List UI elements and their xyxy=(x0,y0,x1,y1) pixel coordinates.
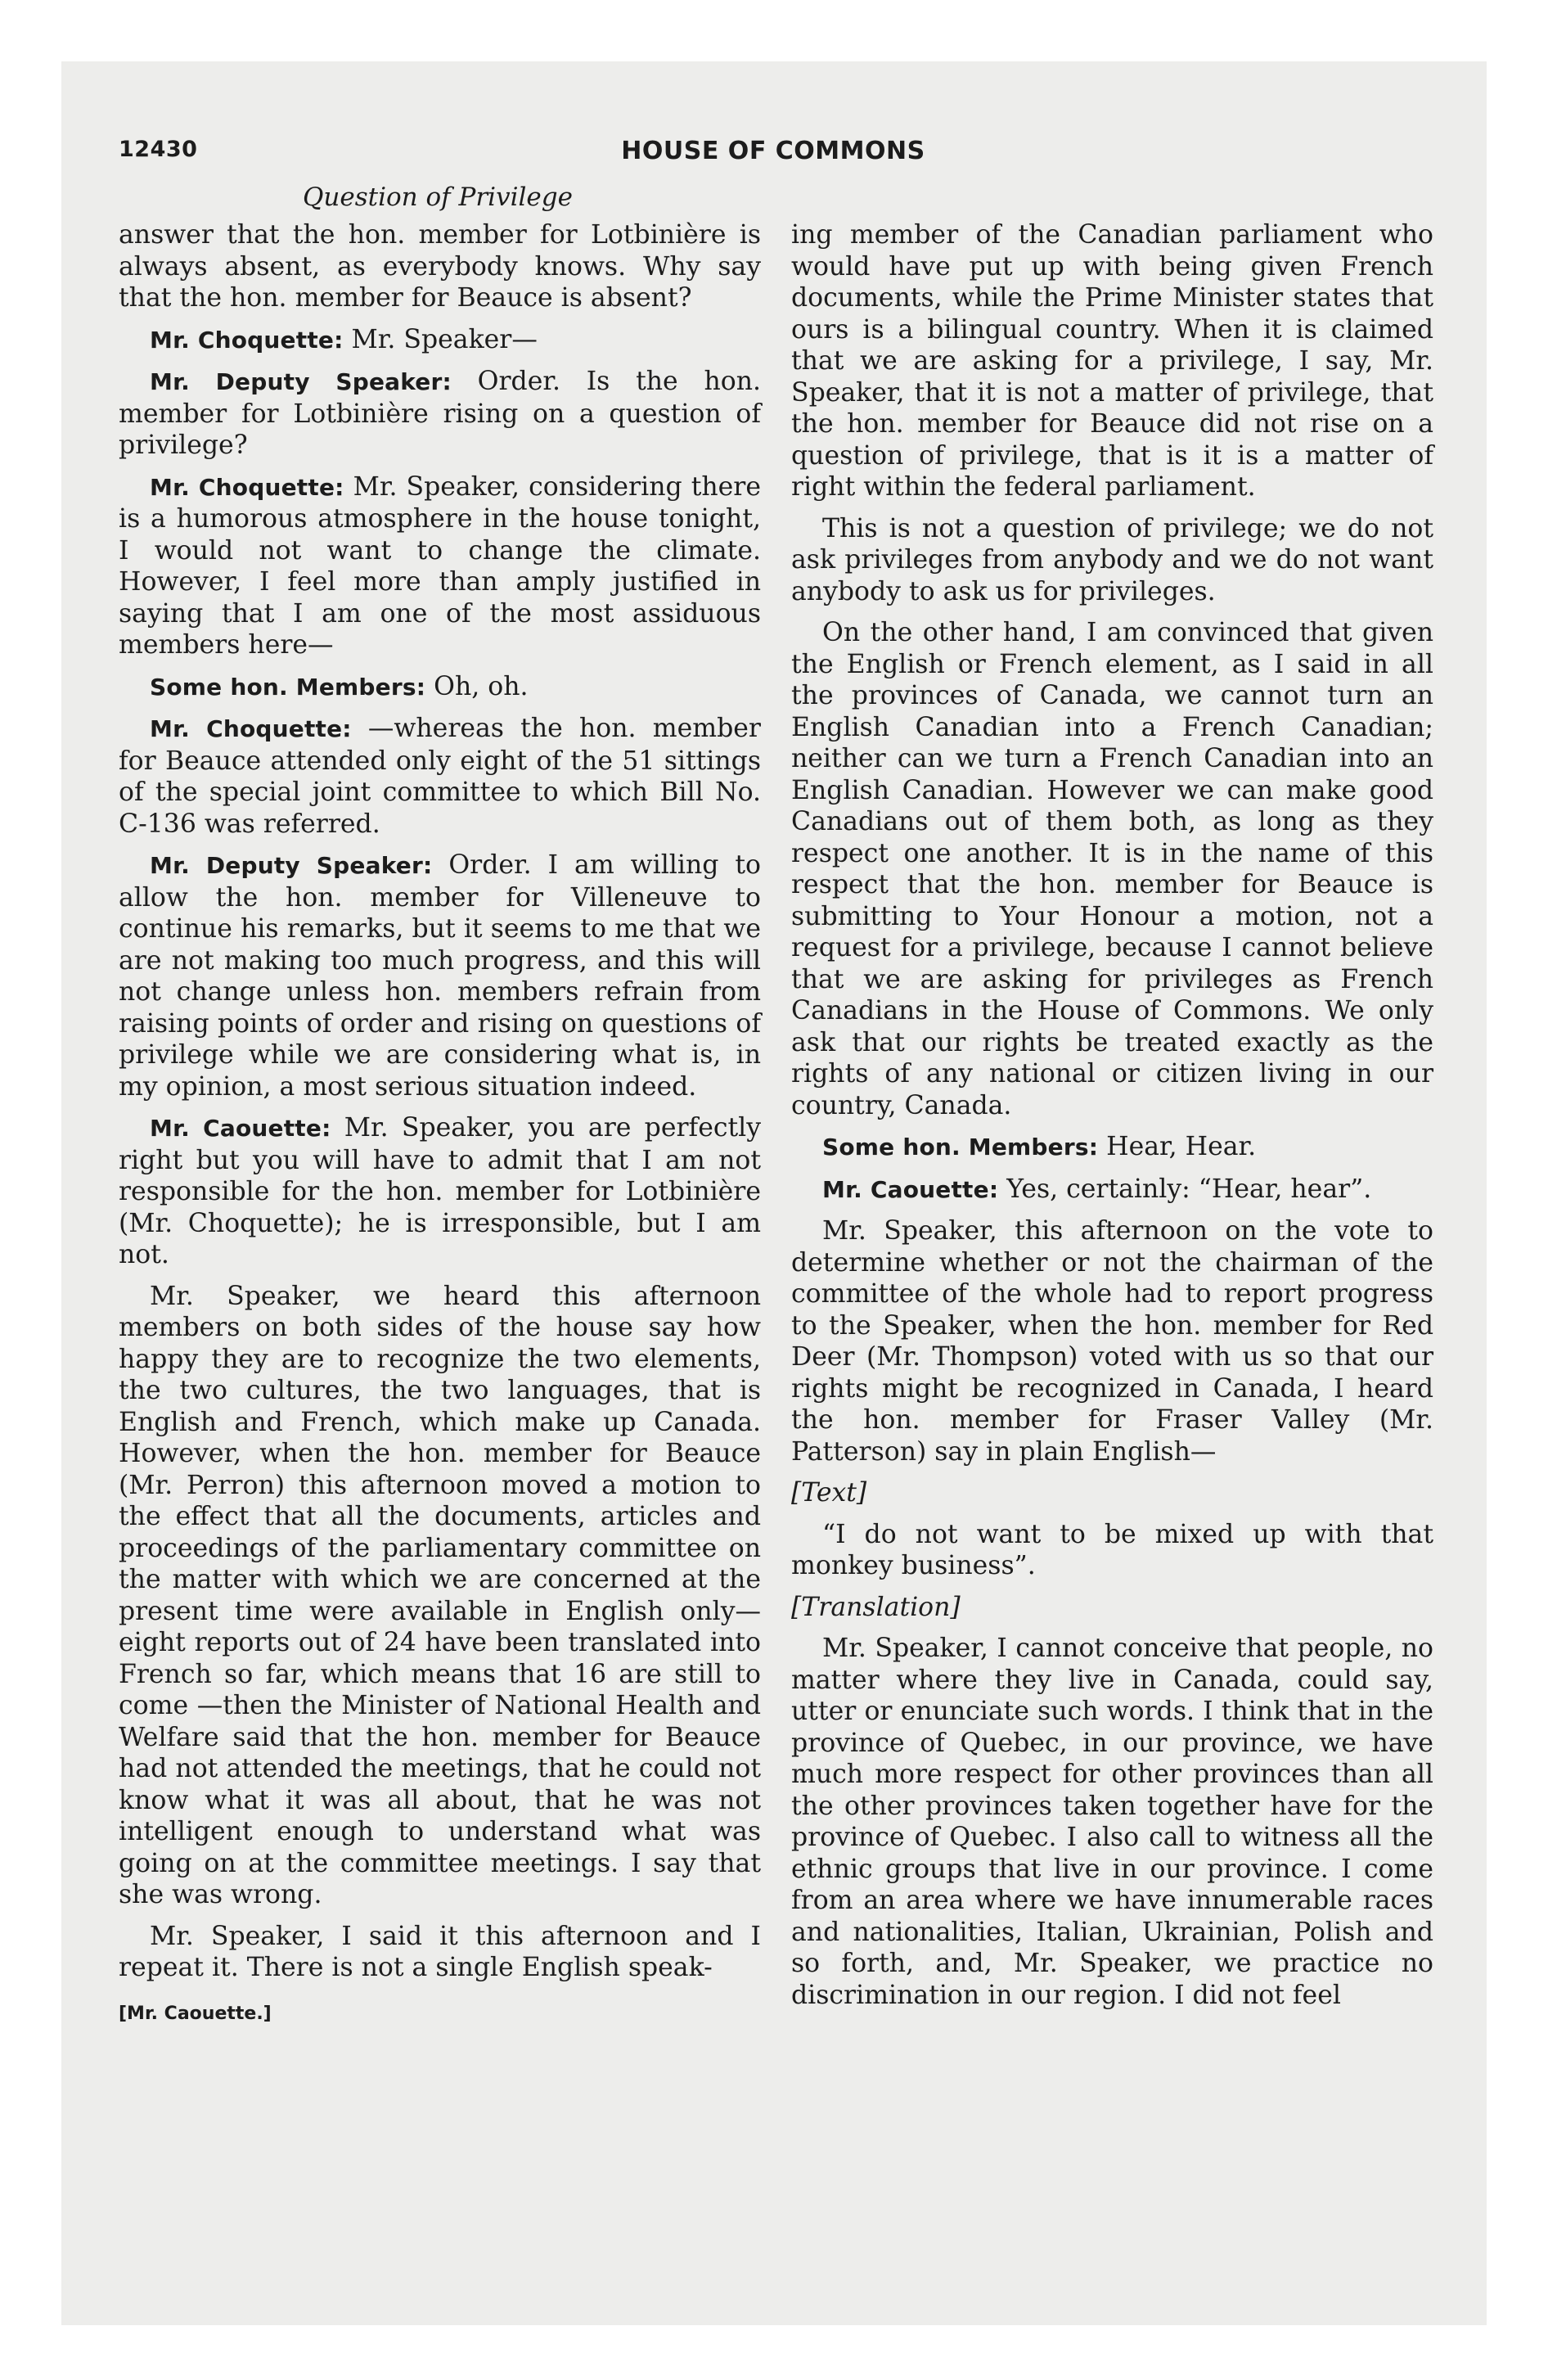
paragraph xyxy=(791,1174,1433,1206)
speech-text: Yes, certainly: “Hear, hear”. xyxy=(998,1174,1372,1204)
speaker-name: Mr. Choquette: xyxy=(150,715,352,742)
paragraph xyxy=(119,850,761,1102)
speech-text: Mr. Speaker— xyxy=(343,324,538,354)
page-header xyxy=(119,137,1428,178)
paragraph: On the other hand, I am convinced that given the English or French element, as I said in all the provinces of Canada, we cannot turn an English Canadian into a French Canadian; neither can we turn a French Canadian into an English Canadian. However we can make good Canadians out of them both, as long as they respect one another. It is in the name of this respect that the hon. member for Beauce is submitting to Your Honour a motion, not a request for a privilege, because I cannot believe that we are asking for privileges as French Canadians in the House of Commons. We only ask that our rights be treated exactly as the rights of any national or citizen living in our country, Canada. xyxy=(791,618,1433,1120)
speaker-name: Some hon. Members: xyxy=(822,1134,1099,1161)
paragraph xyxy=(119,713,761,840)
paragraph xyxy=(119,366,761,462)
paragraph xyxy=(119,1112,761,1271)
right-column xyxy=(791,219,1433,2021)
page-sheet xyxy=(61,61,1487,2325)
speech-text: Mr. Speaker, you are perfectly right but you will have to admit that I am not responsible for the hon. member for Lotbinière (Mr. Choquette); he is irresponsible, but I am not. xyxy=(119,1113,762,1269)
speech-text: Oh, oh. xyxy=(425,671,529,701)
speaker-name: Mr. Choquette: xyxy=(150,473,344,501)
paragraph: Mr. Speaker, we heard this afternoon members on both sides of the house say how happy they are to recognize the two elements, the two cultures, the two languages, that is English and French, which make up Canada. However, when the hon. member for Beauce (Mr. Perron) this afternoon moved a motion to the effect that all the documents, articles and proceedings of the parliamentary committee on the matter with which we are concerned at the present time were available in English only—eight reports out of 24 have been translated into French so far, which means that 16 are still to come —then the Minister of National Health and Welfare said that the hon. member for Beauce had not attended the meetings, that he could not know what it was all about, that he was not intelligent enough to understand what was going on at the committee meetings. I say that she was wrong. xyxy=(119,1281,761,1909)
speech-text: Hear, Hear. xyxy=(1098,1132,1257,1161)
paragraph xyxy=(119,324,761,357)
left-column xyxy=(119,219,761,2030)
paragraph: This is not a question of privilege; we do not ask privileges from anybody and we do not want anybody to ask us for privileges. xyxy=(791,513,1433,606)
section-title: Question of Privilege xyxy=(303,183,573,212)
speech-text: Mr. Speaker, considering there is a humorous atmosphere in the house tonight, I would not want to change the climate. However, I feel more than amply justified in saying that I am one of the most assiduous members here— xyxy=(119,471,761,660)
speaker-name: Mr. Deputy Speaker: xyxy=(150,368,452,395)
language-label-translation: [Translation] xyxy=(791,1592,961,1622)
speaker-attribution: [Mr. Caouette.] xyxy=(119,2003,272,2024)
speaker-name: Some hon. Members: xyxy=(150,673,426,701)
paragraph: ing member of the Canadian parliament who would have put up with being given French documents, while the Prime Minister states that ours is a bilingual country. When it is claimed that we are asking for a privilege, I say, Mr. Speaker, that it is not a matter of privilege, that the hon. member for Beauce did not rise on a question of privilege, that is it is a matter of right within the federal parliament. xyxy=(791,220,1433,502)
speaker-name: Mr. Caouette: xyxy=(150,1115,331,1142)
paragraph xyxy=(119,671,761,704)
paragraph: Mr. Speaker, I cannot conceive that people, no matter where they live in Canada, could say, utter or enunciate such words. I think that in the province of Quebec, in our province, we have much more respect for other provinces than all the other provinces taken together have for the province of Quebec. I also call to witness all the ethnic groups that live in our province. I come from an area where we have innumerable races and nationalities, Italian, Ukrainian, Polish and so forth, and, Mr. Speaker, we practice no discrimination in our region. I did not feel xyxy=(791,1634,1433,2010)
speaker-name: Mr. Choquette: xyxy=(150,326,344,354)
paragraph: “I do not want to be mixed up with that monkey business”. xyxy=(791,1519,1433,1580)
speech-text: Order. I am willing to allow the hon. member for Villeneuve to continue his remarks, but it seems to me that we are not making too much progress, and this will not change unless hon. members refrain from raising points of order and rising on questions of privilege while we are considering what is, in my opinion, a most serious situation indeed. xyxy=(119,850,761,1102)
paragraph xyxy=(791,1131,1433,1164)
paragraph xyxy=(119,471,761,661)
paragraph: answer that the hon. member for Lotbinière is always absent, as everybody knows. Why say that the hon. member for Beauce is absent? xyxy=(119,220,761,313)
speech-text: —whereas the hon. member for Beauce attended only eight of the 51 sittings of the special joint committee to which Bill No. C-136 was referred. xyxy=(119,714,761,839)
paragraph: Mr. Speaker, this afternoon on the vote to determine whether or not the chairman of the committee of the whole had to report progress to the Speaker, when the hon. member for Red Deer (Mr. Thompson) voted with us so that our rights might be recognized in Canada, I heard the hon. member for Fraser Valley (Mr. Patterson) say in plain English— xyxy=(791,1216,1433,1467)
speaker-name: Mr. Deputy Speaker: xyxy=(150,852,433,879)
speech-text: Order. Is the hon. member for Lotbinière rising on a question of privilege? xyxy=(119,367,761,460)
paragraph: Mr. Speaker, I said it this afternoon and I repeat it. There is not a single English speak- xyxy=(119,1921,761,1982)
language-label-text: [Text] xyxy=(791,1478,867,1508)
page-number: 12430 xyxy=(119,137,198,162)
running-head: HOUSE OF COMMONS xyxy=(621,137,925,165)
speaker-name: Mr. Caouette: xyxy=(822,1175,999,1203)
